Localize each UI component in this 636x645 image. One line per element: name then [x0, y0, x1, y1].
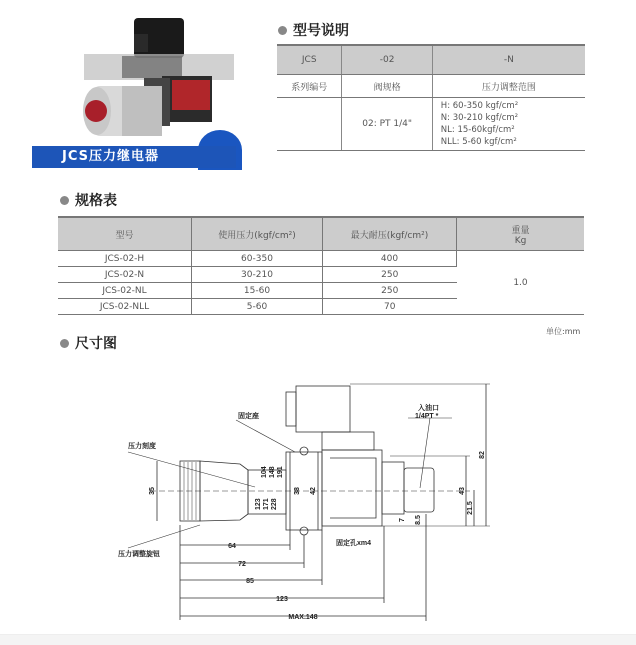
- cell-model: JCS-02-N: [58, 267, 192, 283]
- dim-191: 191: [277, 466, 284, 478]
- label-fixing-seat: 固定座: [238, 413, 259, 420]
- model-section-title: 型号说明: [293, 23, 349, 39]
- label-adjust-knob: 压力调整旋钮: [118, 551, 160, 558]
- dim-64: 64: [228, 543, 236, 550]
- label-range: 压力调整范围: [432, 75, 585, 98]
- cell-weight: 1.0: [457, 251, 585, 315]
- col-weight-label: 重量: [511, 225, 530, 236]
- cell-pressure: 5-60: [192, 299, 323, 315]
- cell-model: JCS-02-NLL: [58, 299, 192, 315]
- dim-72: 72: [238, 561, 246, 568]
- header-valve: -02: [342, 45, 432, 75]
- label-pressure-scale: 压力刻度: [128, 443, 156, 450]
- range-nll: NLL: 5-60 kgf/cm²: [440, 137, 517, 147]
- label-mount-hole: 固定孔xm4: [336, 540, 372, 547]
- cell-max: 400: [323, 251, 457, 267]
- dim-104: 104: [261, 466, 268, 478]
- cell-pressure: 15-60: [192, 283, 323, 299]
- dim-85: 85: [246, 578, 254, 585]
- cell-model: JCS-02-NL: [58, 283, 192, 299]
- product-banner: JCS压力继电器: [32, 146, 236, 168]
- unit-note: 单位:mm: [546, 327, 581, 336]
- label-inlet-thread: 1/4PT *: [415, 413, 439, 420]
- dim-171: 171: [263, 498, 270, 510]
- label-inlet: 入油口: [418, 405, 439, 412]
- dim-123: 123: [276, 596, 288, 603]
- cell-max: 70: [323, 299, 457, 315]
- value-valve: 02: PT 1/4": [342, 98, 432, 151]
- col-max: 最大耐压(kgf/cm²): [323, 217, 457, 251]
- dim-228: 228: [271, 498, 278, 510]
- cell-model: JCS-02-H: [58, 251, 192, 267]
- dim-21-5: 21.5: [467, 501, 474, 515]
- cell-pressure: 30-210: [192, 267, 323, 283]
- label-valve: 阀规格: [342, 75, 432, 98]
- header-range: -N: [432, 45, 585, 75]
- range-nl: NL: 15-60kgf/cm²: [440, 125, 515, 135]
- col-model: 型号: [58, 217, 192, 251]
- dimension-section-title: 尺寸图: [75, 336, 117, 352]
- dim-8-5: 8.5: [415, 515, 422, 525]
- cell-max: 250: [323, 267, 457, 283]
- dim-max148: MAX.148: [288, 614, 318, 621]
- spec-section-title: 规格表: [75, 193, 117, 209]
- page-footer-band: [0, 634, 636, 645]
- dim-123s: 123: [255, 498, 262, 510]
- range-h: H: 60-350 kgf/cm²: [440, 101, 519, 111]
- dim-82: 82: [479, 451, 486, 459]
- col-weight-unit: Kg: [514, 235, 527, 246]
- col-pressure: 使用压力(kgf/cm²): [192, 217, 323, 251]
- dim-43: 43: [459, 487, 466, 495]
- dim-35: 35: [149, 487, 156, 495]
- header-series: JCS: [277, 45, 342, 75]
- dim-42: 42: [310, 487, 317, 495]
- dim-38: 38: [294, 487, 301, 495]
- cell-max: 250: [323, 283, 457, 299]
- cell-pressure: 60-350: [192, 251, 323, 267]
- dim-148: 148: [269, 466, 276, 478]
- range-n: N: 30-210 kgf/cm²: [440, 113, 519, 123]
- label-series: 系列编号: [277, 75, 342, 98]
- dim-7: 7: [399, 518, 406, 522]
